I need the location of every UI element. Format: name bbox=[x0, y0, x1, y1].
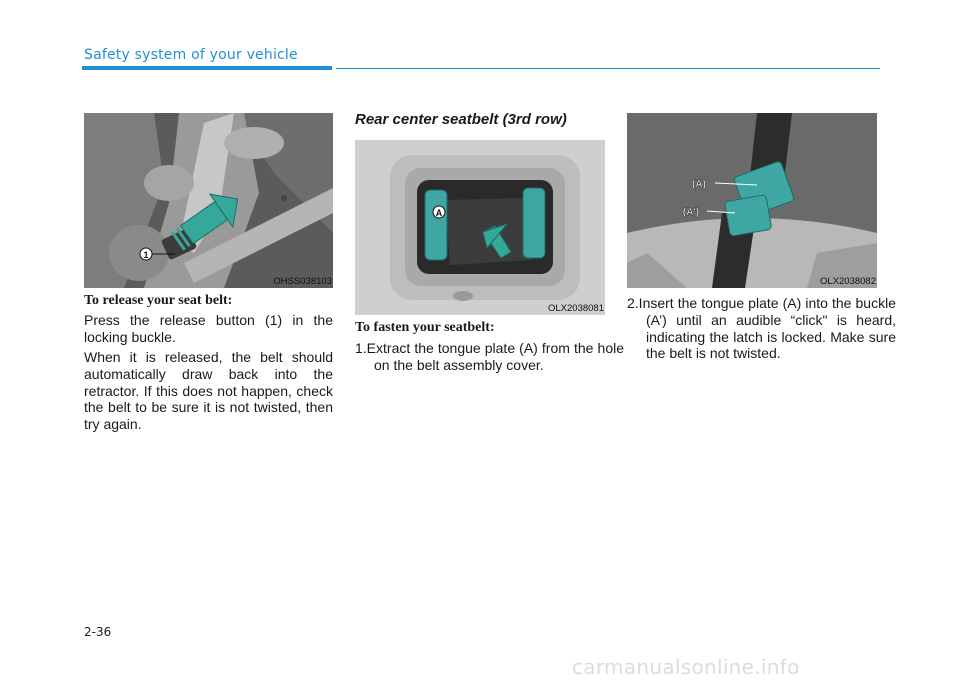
callout-1: 1 bbox=[143, 250, 149, 260]
release-heading: To release your seat belt: bbox=[84, 293, 233, 308]
header-rule-thin bbox=[336, 68, 880, 69]
figure-release-seatbelt bbox=[84, 113, 333, 288]
figure-extract-tongue-plate bbox=[355, 140, 605, 315]
section-title: Safety system of your vehicle bbox=[84, 47, 298, 63]
header-rule-thick bbox=[82, 66, 332, 70]
release-paragraph-2: When it is released, the belt should automatically draw back into the retractor. If this does not happen, check the belt to be sure it is not twisted, then try again. bbox=[84, 349, 333, 433]
figure-code: OHSS038103 bbox=[273, 276, 332, 287]
callout-a: A bbox=[435, 208, 443, 218]
callout-a-prime: (A') bbox=[682, 207, 700, 218]
figure-code: OLX2038081 bbox=[548, 303, 604, 314]
watermark: carmanualsonline.info bbox=[572, 655, 800, 679]
figure-insert-tongue-plate bbox=[627, 113, 877, 288]
fasten-subheading: To fasten your seatbelt: bbox=[355, 320, 495, 335]
figure-code: OLX2038082 bbox=[820, 276, 876, 287]
release-paragraph-1: Press the release button (1) in the locking buckle. bbox=[84, 312, 333, 345]
step-2-text: 2.Insert the tongue plate (A) into the buckle (A’) until an audible “click" is heard, indicating the latch is locked. Make sure the belt is not twisted. bbox=[627, 295, 896, 362]
rear-center-heading: Rear center seatbelt (3rd row) bbox=[355, 111, 567, 128]
callout-a: (A) bbox=[692, 179, 706, 190]
page-number: 2-36 bbox=[84, 625, 112, 639]
insert-tongue-illustration bbox=[627, 113, 877, 288]
step-1-text: 1.Extract the tongue plate (A) from the hole on the belt assembly cover. bbox=[355, 340, 624, 373]
extract-tongue-illustration bbox=[355, 140, 605, 315]
release-seatbelt-illustration bbox=[84, 113, 333, 288]
